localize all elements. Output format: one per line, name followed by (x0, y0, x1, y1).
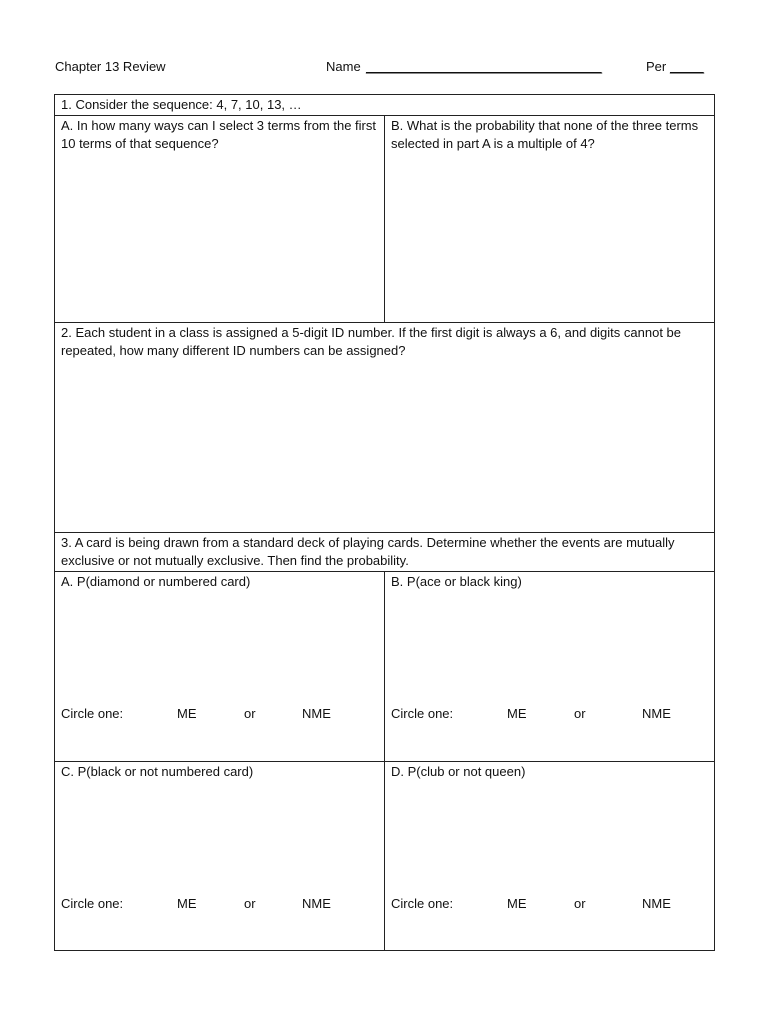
nme-option[interactable]: NME (302, 896, 331, 911)
worksheet-title: Chapter 13 Review (55, 59, 166, 74)
me-option[interactable]: ME (507, 896, 527, 911)
period-field[interactable]: _____ (670, 59, 704, 74)
name-field[interactable]: ___________________________________ (366, 59, 602, 74)
nme-option[interactable]: NME (642, 896, 671, 911)
question-3c-text: C. P(black or not numbered card) (61, 764, 254, 779)
question-1-prompt: 1. Consider the sequence: 4, 7, 10, 13, … (61, 97, 302, 112)
question-3b-text: B. P(ace or black king) (391, 574, 522, 589)
circle-one-label: Circle one: (61, 896, 124, 911)
question-3c-cell[interactable] (55, 761, 385, 950)
question-3d-text: D. P(club or not queen) (391, 764, 526, 779)
nme-option[interactable]: NME (642, 706, 671, 721)
question-3-box (54, 532, 715, 951)
or-text: or (244, 706, 256, 721)
question-1b-text: B. What is the probability that none of the three terms selected in part A is a multiple of 4? (391, 118, 699, 151)
question-1a-text: A. In how many ways can I select 3 terms from the first 10 terms of that sequence? (61, 118, 376, 151)
me-option[interactable]: ME (177, 896, 197, 911)
or-text: or (574, 706, 586, 721)
question-1b-cell[interactable] (384, 115, 714, 322)
me-option[interactable]: ME (177, 706, 197, 721)
or-text: or (574, 896, 586, 911)
name-label: Name (326, 59, 361, 74)
worksheet-header (0, 59, 768, 77)
or-text: or (244, 896, 256, 911)
question-3a-cell[interactable] (55, 571, 385, 761)
question-3d-cell[interactable] (384, 761, 714, 950)
question-3-prompt: 3. A card is being drawn from a standard deck of playing cards. Determine whether the events are mutually exclusive or not mutually exclusive. Then find the probability. (61, 535, 675, 568)
period-label: Per (646, 59, 667, 74)
circle-one-label: Circle one: (391, 706, 454, 721)
question-2-box[interactable] (54, 322, 715, 533)
question-1-box (54, 94, 715, 323)
question-3a-text: A. P(diamond or numbered card) (61, 574, 251, 589)
question-2-prompt: 2. Each student in a class is assigned a 5-digit ID number. If the first digit is always a 6, and digits cannot be repeated, how many different ID numbers can be assigned? (61, 325, 682, 358)
question-3b-cell[interactable] (384, 571, 714, 761)
question-1a-cell[interactable] (55, 115, 385, 322)
me-option[interactable]: ME (507, 706, 527, 721)
circle-one-label: Circle one: (61, 706, 124, 721)
circle-one-label: Circle one: (391, 896, 454, 911)
nme-option[interactable]: NME (302, 706, 331, 721)
